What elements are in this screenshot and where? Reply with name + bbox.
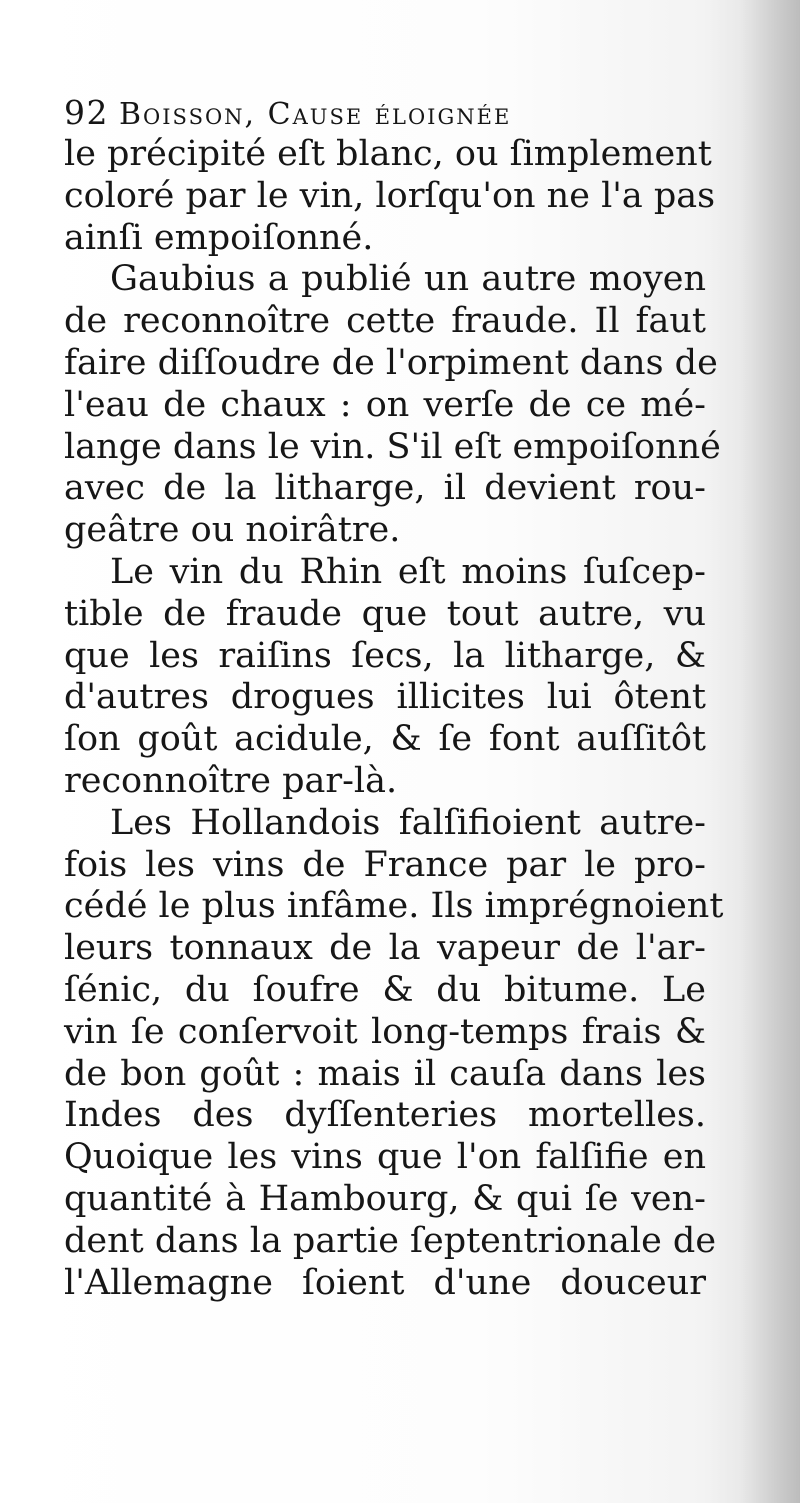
text-line: dent dans la partie ſeptentrionale de bbox=[64, 1220, 717, 1261]
body-text bbox=[64, 134, 724, 1304]
text-line: vin ſe conſervoit long-temps frais & bbox=[64, 1011, 706, 1052]
text-line: lange dans le vin. S'il eſt empoiſonné bbox=[64, 426, 721, 467]
text-line: de reconnoître cette fraude. Il faut bbox=[64, 301, 706, 342]
text-line: faire diſſoudre de l'orpiment dans de bbox=[64, 342, 718, 383]
text-line: l'eau de chaux : on verſe de ce mé- bbox=[64, 384, 706, 425]
text-line: fois les vins de France par le pro- bbox=[64, 844, 706, 885]
text-line: de bon goût : mais il cauſa dans les bbox=[64, 1053, 706, 1094]
text-line: leurs tonnaux de la vapeur de l'ar- bbox=[64, 928, 706, 969]
text-line: avec de la litharge, il devient rou- bbox=[64, 468, 706, 509]
text-line: Les Hollandois falſifioient autre- bbox=[110, 802, 706, 843]
text-line: reconnoître par-là. bbox=[64, 760, 398, 801]
text-line: tible de fraude que tout autre, vu bbox=[64, 593, 706, 634]
page-text-block bbox=[64, 92, 724, 1304]
text-line: Le vin du Rhin eſt moins ſuſcep- bbox=[110, 551, 706, 592]
text-line: geâtre ou noirâtre. bbox=[64, 510, 401, 551]
text-line: le précipité eſt blanc, ou ſimplement bbox=[64, 134, 712, 174]
text-line: ſon goût acidule, & ſe font auſſitôt bbox=[64, 719, 706, 760]
text-line: l'Allemagne ſoient d'une douceur bbox=[64, 1262, 706, 1303]
text-line: quantité à Hambourg, & qui ſe ven- bbox=[64, 1178, 706, 1219]
running-head bbox=[64, 92, 706, 134]
page-number: 92 bbox=[64, 93, 109, 132]
page-gutter-shadow bbox=[740, 0, 800, 1503]
text-line: coloré par le vin, lorſqu'on ne l'a pas bbox=[64, 175, 716, 216]
text-line: cédé le plus infâme. Ils imprégnoient bbox=[64, 886, 724, 927]
text-line: Quoique les vins que l'on falſifie en bbox=[64, 1137, 706, 1178]
text-line: Indes des dyſſenteries mortelles. bbox=[64, 1095, 706, 1136]
text-line: que les raiſins ſecs, la litharge, & bbox=[64, 635, 706, 676]
text-line: Gaubius a publié un autre moyen bbox=[110, 259, 706, 300]
text-line: ſénic, du ſoufre & du bitume. Le bbox=[64, 969, 706, 1010]
running-title: Boisson, Cause éloignée bbox=[119, 97, 512, 132]
text-line: ainſi empoiſonné. bbox=[64, 217, 374, 258]
text-line: d'autres drogues illicites lui ôtent bbox=[64, 677, 706, 718]
